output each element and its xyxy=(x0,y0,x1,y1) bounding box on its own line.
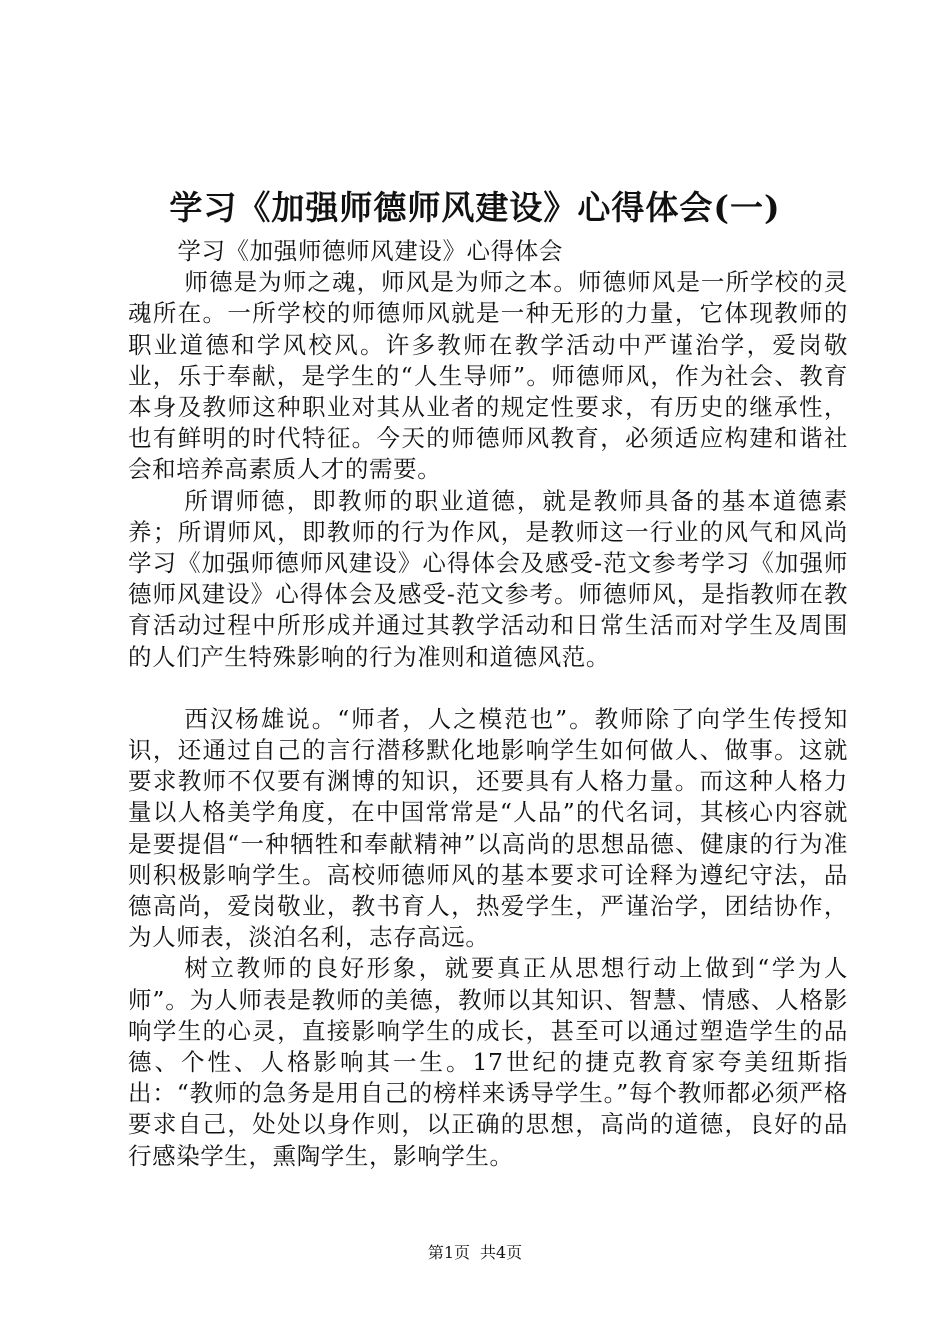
paragraph: 所谓师德，即教师的职业道德，就是教师具备的基本道德素养；所谓师风，即教师的行为作风，是教师这一行业的风气和风尚学习《加强师德师风建设》心得体会及感受-范文参考学习《加强师德师风建设》心得体会及感受-范文参考。师德师风，是指教师在教育活动过程中所形成并通过其教学活动和日常生活而对学生及周围的人们产生特殊影响的行为准则和道德风范。 xyxy=(128,486,848,671)
page-count: 共4页 xyxy=(480,1243,523,1262)
page-footer xyxy=(0,1242,950,1264)
page-number: 第1页 xyxy=(427,1243,470,1262)
document-title: 学习《加强师德师风建设》心得体会(一) xyxy=(169,188,781,227)
document-subtitle: 学习《加强师德师风建设》心得体会 xyxy=(177,237,563,265)
paragraph: 师德是为师之魂，师风是为师之本。师德师风是一所学校的灵魂所在。一所学校的师德师风就是一种无形的力量，它体现教师的职业道德和学风校风。许多教师在教学活动中严谨治学，爱岗敬业，乐于奉献，是学生的“人生导师”。师德师风，作为社会、教育本身及教师这种职业对其从业者的规定性要求，有历史的继承性，也有鲜明的时代特征。今天的师德师风教育，必须适应构建和谐社会和培养高素质人才的需要。 xyxy=(128,268,848,484)
document-body xyxy=(128,236,848,1172)
paragraph: 西汉杨雄说。“师者，人之模范也”。教师除了向学生传授知识，还通过自己的言行潜移默化地影响学生如何做人、做事。这就要求教师不仅要有渊博的知识，还要具有人格力量。而这种人格力量以人格美学角度，在中国常常是“人品”的代名词，其核心内容就是要提倡“一种牺牲和奉献精神”以高尚的思想品德、健康的行为准则积极影响学生。高校师德师风的基本要求可诠释为遵纪守法，品德高尚，爱岗敬业，教书育人，热爱学生，严谨治学，团结协作，为人师表，淡泊名利，志存高远。 xyxy=(128,704,848,952)
paragraph: 树立教师的良好形象，就要真正从思想行动上做到“学为人师”。为人师表是教师的美德，教师以其知识、智慧、情感、人格影响学生的心灵，直接影响学生的成长，甚至可以通过塑造学生的品德、个性、人格影响其一生。17世纪的捷克教育家夸美纽斯指出：“教师的急务是用自己的榜样来诱导学生。”每个教师都必须严格要求自己，处处以身作则，以正确的思想，高尚的道德，良好的品行感染学生，熏陶学生，影响学生。 xyxy=(128,954,848,1170)
